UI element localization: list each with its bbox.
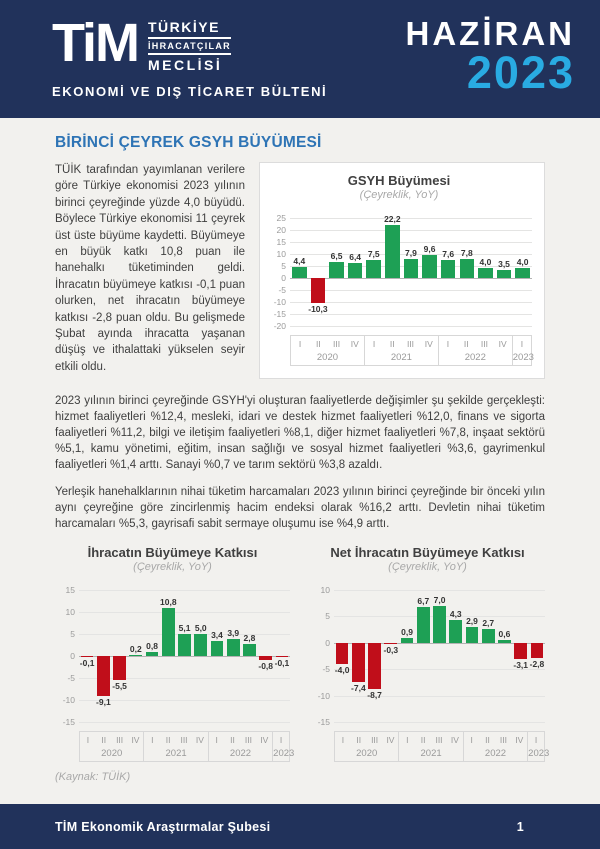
y-tick-label: 5 (325, 611, 330, 622)
bar-value-label: -4,0 (334, 664, 350, 675)
bar-slot (309, 218, 328, 326)
x-quarter-label: I (86, 735, 90, 745)
bar-slot (496, 590, 512, 722)
x-quarter-label: IV (195, 735, 204, 745)
y-tick-label: -15 (62, 717, 75, 727)
bar-slot (420, 218, 439, 326)
chart-title: İhracatın Büyümeye Katkısı (87, 545, 258, 560)
x-quarter-label: III (333, 339, 341, 349)
y-tick-label: 25 (276, 213, 286, 223)
x-year-group (364, 336, 438, 365)
x-axis (334, 731, 550, 762)
bar-slot (402, 218, 421, 326)
x-year-label: 2020 (356, 748, 378, 759)
x-quarter-label: I (406, 735, 409, 745)
bulletin-title: EKONOMİ VE DIŞ TİCARET BÜLTENİ (52, 84, 328, 99)
bar-slot (513, 590, 529, 722)
x-quarter-label: III (480, 339, 488, 349)
bar-value-label: 7,6 (442, 248, 455, 259)
x-quarter-label: II (315, 339, 321, 349)
plot-area (266, 213, 532, 331)
bar-slot (241, 590, 257, 722)
chart-title: Net İhracatın Büyümeye Katkısı (330, 545, 525, 560)
x-year-group (291, 336, 364, 365)
bars (290, 213, 532, 326)
bar-slot (176, 590, 192, 722)
intro-row (55, 162, 545, 379)
y-tick-label: -10 (62, 695, 75, 705)
x-year-group (512, 336, 534, 365)
x-year-group (398, 732, 462, 761)
x-quarter-label: II (485, 735, 490, 745)
bar (401, 638, 414, 643)
bar-value-label: 6,5 (330, 251, 343, 262)
bar (276, 656, 289, 657)
gridline (334, 722, 545, 723)
bar-value-label: -0,8 (258, 660, 274, 671)
x-year-group (272, 732, 295, 761)
bar-slot (346, 218, 365, 326)
y-tick-label: -5 (322, 664, 330, 675)
x-quarter-label: IV (260, 735, 269, 745)
x-quarter-label: I (298, 339, 302, 349)
y-tick-label: 10 (65, 607, 75, 617)
y-tick-label: 15 (276, 237, 286, 247)
bar-value-label: -9,1 (96, 697, 111, 708)
x-quarter-label: I (151, 735, 154, 745)
bar-value-label: -0,3 (383, 645, 399, 656)
x-quarter-label: III (371, 735, 379, 745)
bar-slot (383, 213, 402, 326)
bar (515, 268, 530, 278)
bar-value-label: 10,8 (160, 597, 177, 608)
bar (129, 655, 142, 656)
bar-value-label: 3,5 (498, 258, 510, 269)
bar-slot (383, 590, 399, 722)
x-year-label: 2020 (101, 748, 123, 759)
issue-month: HAZİRAN (405, 15, 575, 52)
activities-paragraph: 2023 yılının birinci çeyreğinde GSYH'yi oluşturan faaliyetlerde değişimler şu şekilde gerçekleşti: hizmet faaliyetleri %12,4, mesleki, idari ve destek hizmet faaliyetleri %12,0, finans ve sigorta faaliyetleri %11,2, bilgi ve iletişim faaliyetleri %8,1, diğer hizmet faaliyetleri %7,8, inşaat sektörü %5,1, kamu yönetimi, eğitim, insan sağlığı ve sosyal hizmet faaliyetleri %3,6, gayrimenkul faaliyetleri %1,4 arttı. Sanayi %0,7 ve tarım sektörü %3,8 azaldı. (55, 395, 545, 471)
bar-slot (480, 590, 496, 722)
x-year-label: 2023 (528, 748, 550, 759)
x-quarter-label: IV (515, 735, 524, 745)
y-tick-label: 0 (325, 637, 330, 648)
bar (384, 643, 397, 645)
x-quarter-label: I (520, 339, 524, 349)
bar-slot (334, 590, 350, 722)
bar (441, 260, 456, 278)
bar (178, 634, 191, 656)
source-note: (Kaynak: TÜİK) (55, 771, 131, 783)
y-tick-label: 5 (70, 629, 75, 639)
x-quarter-label: II (420, 735, 426, 745)
x-year-label: 2020 (316, 352, 339, 363)
y-tick-label: 0 (70, 651, 75, 661)
bar-slot (327, 218, 346, 326)
y-tick-label: 0 (281, 273, 286, 283)
bar-slot (111, 590, 127, 722)
bar (113, 656, 126, 680)
x-year-group (438, 336, 512, 365)
bar (417, 607, 430, 642)
x-year-label: 2022 (484, 748, 507, 759)
bar (352, 643, 365, 682)
bar-value-label: 0,6 (498, 628, 511, 639)
footer-department: TİM Ekonomik Araştırmalar Şubesi (55, 819, 271, 834)
bar-value-label: 6,7 (417, 596, 430, 607)
x-quarter-label: III (435, 735, 443, 745)
x-quarter-label: I (372, 339, 376, 349)
x-quarter-label: II (389, 339, 395, 349)
footer (0, 804, 600, 849)
x-quarter-label: III (499, 735, 507, 745)
bar-value-label: 5,1 (178, 622, 191, 633)
y-tick-label: 5 (281, 261, 286, 271)
bar-slot (495, 218, 514, 326)
logo-line-turkiye: TÜRKİYE (148, 19, 231, 39)
bar-slot (274, 590, 290, 722)
bar (81, 656, 94, 657)
x-year-group (463, 732, 527, 761)
bar-value-label: -2,8 (529, 658, 545, 669)
bar-slot (448, 590, 464, 722)
bar-slot (415, 590, 431, 722)
bar-value-label: 2,9 (466, 616, 478, 627)
bar-slot (160, 590, 176, 722)
bar-value-label: -5,5 (112, 681, 127, 692)
x-quarter-label: I (470, 735, 473, 745)
bar-slot (399, 590, 415, 722)
x-year-label: 2022 (229, 748, 252, 759)
chart-subtitle: (Çeyreklik, YoY) (359, 189, 439, 201)
bar-value-label: -0,1 (274, 658, 290, 668)
bar (329, 262, 344, 278)
plot-area (310, 585, 545, 727)
x-quarter-label: IV (424, 339, 433, 349)
intro-paragraph: TÜİK tarafından yayımlanan verilere göre Türkiye ekonomisi 2023 yılının birinci çeyreğinde yüzde 4,0 büyüdü. Böylece Türkiye ekonomisi 11 çeyrek üst üste büyüme kaydetti. Büyümeye en büyük katkı 10,8 puan ile hanehalkı tüketiminden geldi. İhracatın büyümeye katkısı -0,1 puan olurken, net ihracatın büyümeye katkısı -2,8 puan oldu. Bu gelişmede Şubat ayında ihracatta yaşanan düşüş ve ithalattaki yükselen seyir etkili oldu. (55, 164, 245, 373)
y-tick-label: -20 (273, 321, 286, 331)
bar (311, 278, 326, 303)
x-quarter-label: I (341, 735, 345, 745)
x-quarter-label: III (244, 735, 252, 745)
gdp-growth-chart (259, 162, 545, 379)
bar-value-label: 2,7 (482, 617, 495, 628)
header (0, 0, 600, 118)
chart-subtitle: (Çeyreklik, YoY) (388, 561, 467, 573)
consumption-paragraph: Yerleşik hanehalklarının nihai tüketim harcamaları 2023 yılının birinci çeyreğinde bir önceki yılın aynı çeyreğine göre zincirlenmiş hacim endeksi olarak %16,2 arttı. Devletin nihai tüketim harcamaları %5,3, gayrisafi sabit sermaye oluşumu ise %4,9 arttı. (55, 486, 545, 530)
x-quarter-label: IV (386, 735, 395, 745)
bar (336, 643, 349, 664)
bar-slot (439, 218, 458, 326)
bar-value-label: 3,4 (211, 630, 223, 641)
x-year-group (143, 732, 207, 761)
bar-value-label: 2,8 (243, 632, 256, 643)
bar-slot (95, 590, 111, 722)
x-quarter-label: III (406, 339, 415, 349)
bar (478, 268, 493, 278)
bar-value-label: 22,2 (384, 213, 401, 224)
y-tick-label: 10 (320, 585, 330, 595)
x-quarter-label: I (215, 735, 218, 745)
x-quarter-label: IV (450, 735, 459, 745)
bar-value-label: 7,0 (433, 594, 446, 605)
x-axis (290, 335, 532, 366)
y-tick-label: 20 (276, 225, 286, 235)
tim-logo-text: TiM (52, 13, 138, 74)
bar (404, 259, 419, 278)
gridline (79, 722, 290, 723)
bar-value-label: 0,9 (401, 627, 413, 638)
bar (243, 644, 256, 656)
bar-slot (513, 218, 532, 326)
x-quarter-label: I (446, 339, 450, 349)
y-tick-label: -5 (278, 285, 286, 295)
bar-slot (258, 590, 274, 722)
x-axis (79, 731, 295, 762)
bar-value-label: 7,8 (460, 248, 473, 259)
x-quarter-label: II (463, 339, 469, 349)
bar-slot (464, 590, 480, 722)
net-exports-contribution-chart (310, 545, 550, 762)
x-year-label: 2022 (464, 352, 486, 363)
bars (79, 590, 290, 722)
bar (497, 270, 512, 278)
x-quarter-label: II (230, 735, 235, 745)
page-number: 1 (516, 819, 524, 834)
y-tick-label: -10 (273, 297, 286, 307)
bar-value-label: 0,8 (146, 641, 158, 652)
x-quarter-label: III (180, 735, 188, 745)
bars (334, 590, 545, 722)
bottom-charts-row (55, 545, 550, 762)
page-title: BİRİNCİ ÇEYREK GSYH BÜYÜMESİ (55, 134, 322, 151)
x-quarter-label: II (356, 735, 362, 745)
y-tick-label: 15 (65, 585, 75, 595)
bar-value-label: 7,9 (405, 248, 417, 259)
bar-value-label: 6,4 (349, 251, 362, 262)
tim-logo (52, 15, 327, 73)
y-tick-label: -5 (67, 673, 75, 683)
bar-value-label: -10,3 (308, 303, 328, 314)
bar-value-label: -8,7 (367, 689, 382, 700)
bar (146, 652, 159, 656)
x-quarter-label: IV (350, 339, 359, 349)
bar-slot (364, 218, 383, 326)
main-content (0, 118, 600, 783)
bar-value-label: 7,5 (367, 249, 380, 259)
bar-slot (476, 218, 495, 326)
x-year-group (335, 732, 398, 761)
bar-slot (144, 590, 160, 722)
x-year-label: 2021 (420, 748, 442, 759)
issue-block (405, 15, 575, 98)
x-quarter-label: IV (131, 735, 140, 745)
bar-value-label: 9,6 (423, 243, 436, 254)
x-quarter-label: III (116, 735, 124, 745)
bar-value-label: 4,0 (516, 257, 529, 268)
y-tick-label: 10 (276, 249, 286, 259)
bar (514, 643, 527, 659)
bar-slot (457, 218, 476, 326)
y-tick-label: -15 (273, 309, 286, 319)
bar-slot (225, 590, 241, 722)
x-year-group (80, 732, 143, 761)
header-left (52, 15, 327, 99)
bar (292, 267, 307, 278)
bar (366, 260, 381, 278)
bar-value-label: -3,1 (513, 660, 529, 671)
bar-value-label: 4,3 (449, 609, 462, 620)
tim-logo-stack (148, 19, 231, 73)
issue-year: 2023 (466, 46, 575, 98)
x-quarter-label: IV (498, 339, 507, 349)
x-year-label: 2021 (165, 748, 187, 759)
plot-area (55, 585, 290, 727)
bar-value-label: 3,9 (227, 627, 240, 638)
x-quarter-label: II (165, 735, 171, 745)
bar-slot (350, 590, 366, 722)
bar-slot (193, 590, 209, 722)
gridline (290, 326, 532, 327)
x-quarter-label: I (534, 735, 538, 745)
x-year-label: 2021 (390, 352, 412, 363)
exports-contribution-chart (55, 545, 295, 762)
chart-subtitle: (Çeyreklik, YoY) (133, 561, 212, 573)
bar (531, 643, 544, 658)
bar-value-label: 4,0 (479, 257, 492, 268)
bar-slot (529, 590, 545, 722)
bar-slot (366, 590, 382, 722)
y-tick-label: -15 (317, 717, 330, 727)
bar (498, 640, 511, 643)
x-year-group (527, 732, 550, 761)
x-quarter-label: I (279, 735, 283, 745)
logo-line-ihracatcilar: İHRACATÇILAR (148, 39, 231, 55)
logo-line-meclisi: MECLİSİ (148, 57, 223, 73)
x-year-label: 2023 (512, 352, 534, 363)
x-year-label: 2023 (273, 748, 295, 759)
bar-slot (209, 590, 225, 722)
bar-value-label: -0,1 (79, 658, 95, 668)
bar-value-label: 0,2 (129, 644, 142, 655)
bar (211, 641, 224, 656)
bar-value-label: 5,0 (194, 623, 207, 633)
y-tick-label: -10 (317, 690, 330, 701)
bar (348, 263, 363, 278)
bar (466, 627, 479, 642)
bar-value-label: -7,4 (351, 682, 366, 693)
x-year-group (208, 732, 272, 761)
bar-slot (128, 590, 144, 722)
bar-value-label: 4,4 (293, 256, 306, 267)
x-quarter-label: II (101, 735, 107, 745)
chart-title: GSYH Büyümesi (347, 173, 451, 188)
